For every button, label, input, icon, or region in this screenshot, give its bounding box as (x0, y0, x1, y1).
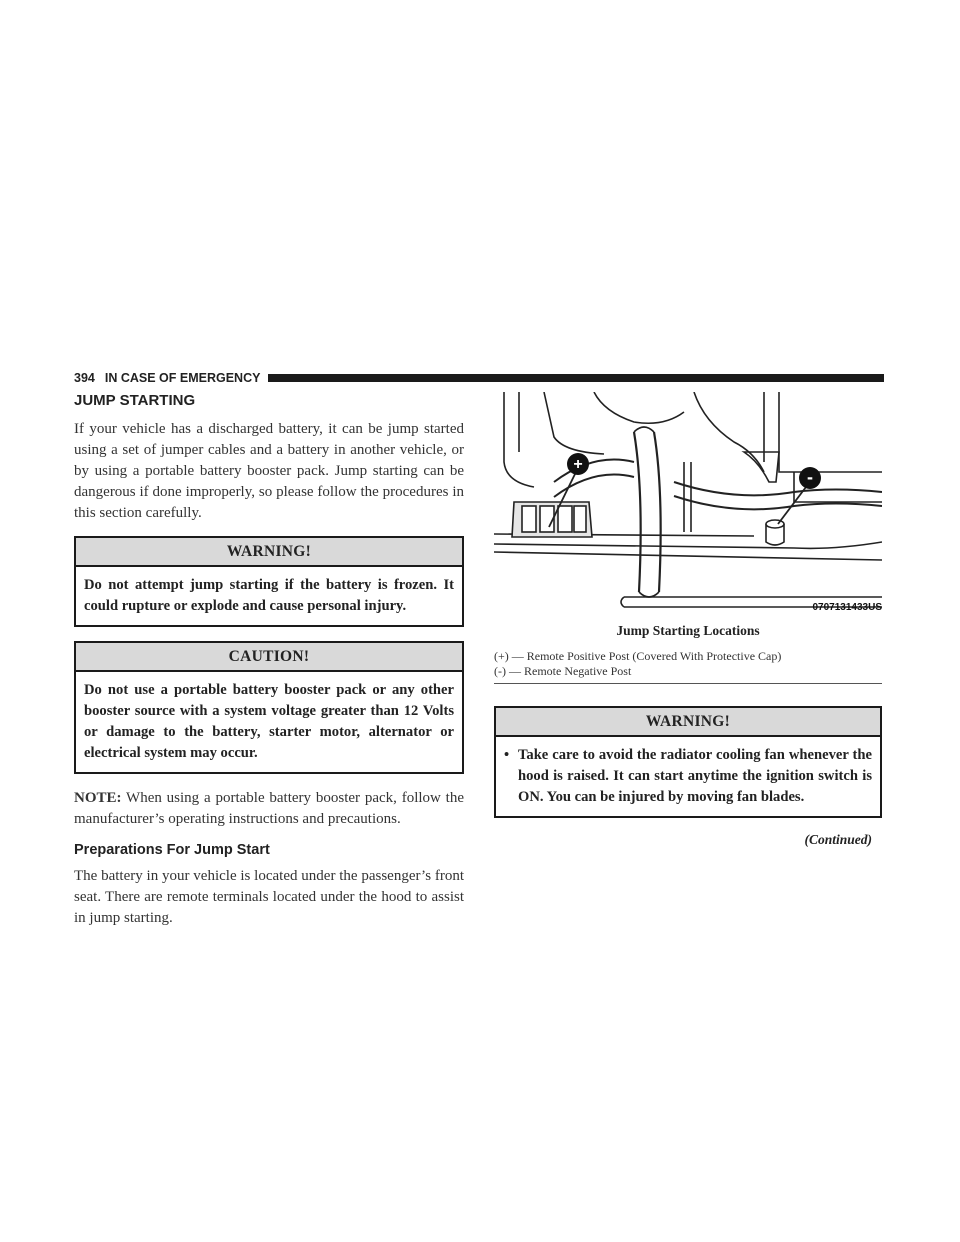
legend-positive: (+) — Remote Positive Post (Covered With Protective Cap) (494, 649, 782, 663)
section-title: IN CASE OF EMERGENCY (104, 371, 261, 385)
page-header (74, 370, 884, 386)
preparations-paragraph: The battery in your vehicle is located under the passenger’s front seat. There are remote terminals located under the hood to assist in jump starting. (74, 868, 464, 926)
intro-paragraph: If your vehicle has a discharged battery, it can be jump started using a set of jumper cables and a battery in another vehicle, or by using a portable battery booster pack. Jump starting can be dangerous if done improperly, so please follow the procedures in this section carefully. (74, 421, 464, 521)
note-label: NOTE: (74, 790, 122, 806)
fan-warning-list (504, 745, 872, 808)
figure-caption: Jump Starting Locations (616, 623, 760, 638)
bullet-mark: • (504, 747, 510, 763)
engine-bay-drawing (494, 392, 882, 617)
positive-symbol: + (573, 456, 583, 473)
fan-warning-text: Take care to avoid the radiator cooling fan whenever the hood is raised. It can start anytime the ignition switch is ON. You can be injured by moving fan blades. (518, 747, 872, 805)
right-column (494, 392, 882, 848)
preparations-heading: Preparations For Jump Start (74, 842, 270, 858)
negative-symbol: - (807, 467, 813, 487)
continued-label: (Continued) (804, 832, 872, 847)
note-text: When using a portable battery booster pack, follow the manufacturer’s operating instructions and precautions. (74, 790, 464, 827)
fan-warning-box (494, 706, 882, 818)
legend-negative: (-) — Remote Negative Post (494, 664, 632, 678)
fan-warning-body (496, 737, 880, 816)
figure-code: 0707131433US (812, 602, 882, 613)
note-paragraph (74, 788, 464, 830)
caution-box (74, 641, 464, 774)
warning-text: Do not attempt jump starting if the battery is frozen. It could rupture or explode and cause personal injury. (84, 577, 454, 614)
left-column (74, 392, 464, 941)
fan-warning-title: WARNING! (496, 708, 880, 737)
page-number: 394 (74, 371, 95, 385)
engine-bay-illustration (494, 392, 882, 617)
warning-title: WARNING! (76, 538, 462, 567)
caution-title: CAUTION! (76, 643, 462, 672)
warning-box (74, 536, 464, 627)
figure-legend (494, 649, 882, 684)
caution-text: Do not use a portable battery booster pack or any other booster source with a system voltage greater than 12 Volts or damage to the battery, starter motor, alternator or electrical system may occur. (84, 682, 454, 761)
section-heading: JUMP STARTING (74, 392, 196, 409)
header-rule (268, 374, 884, 382)
fan-warning-item (504, 745, 872, 808)
